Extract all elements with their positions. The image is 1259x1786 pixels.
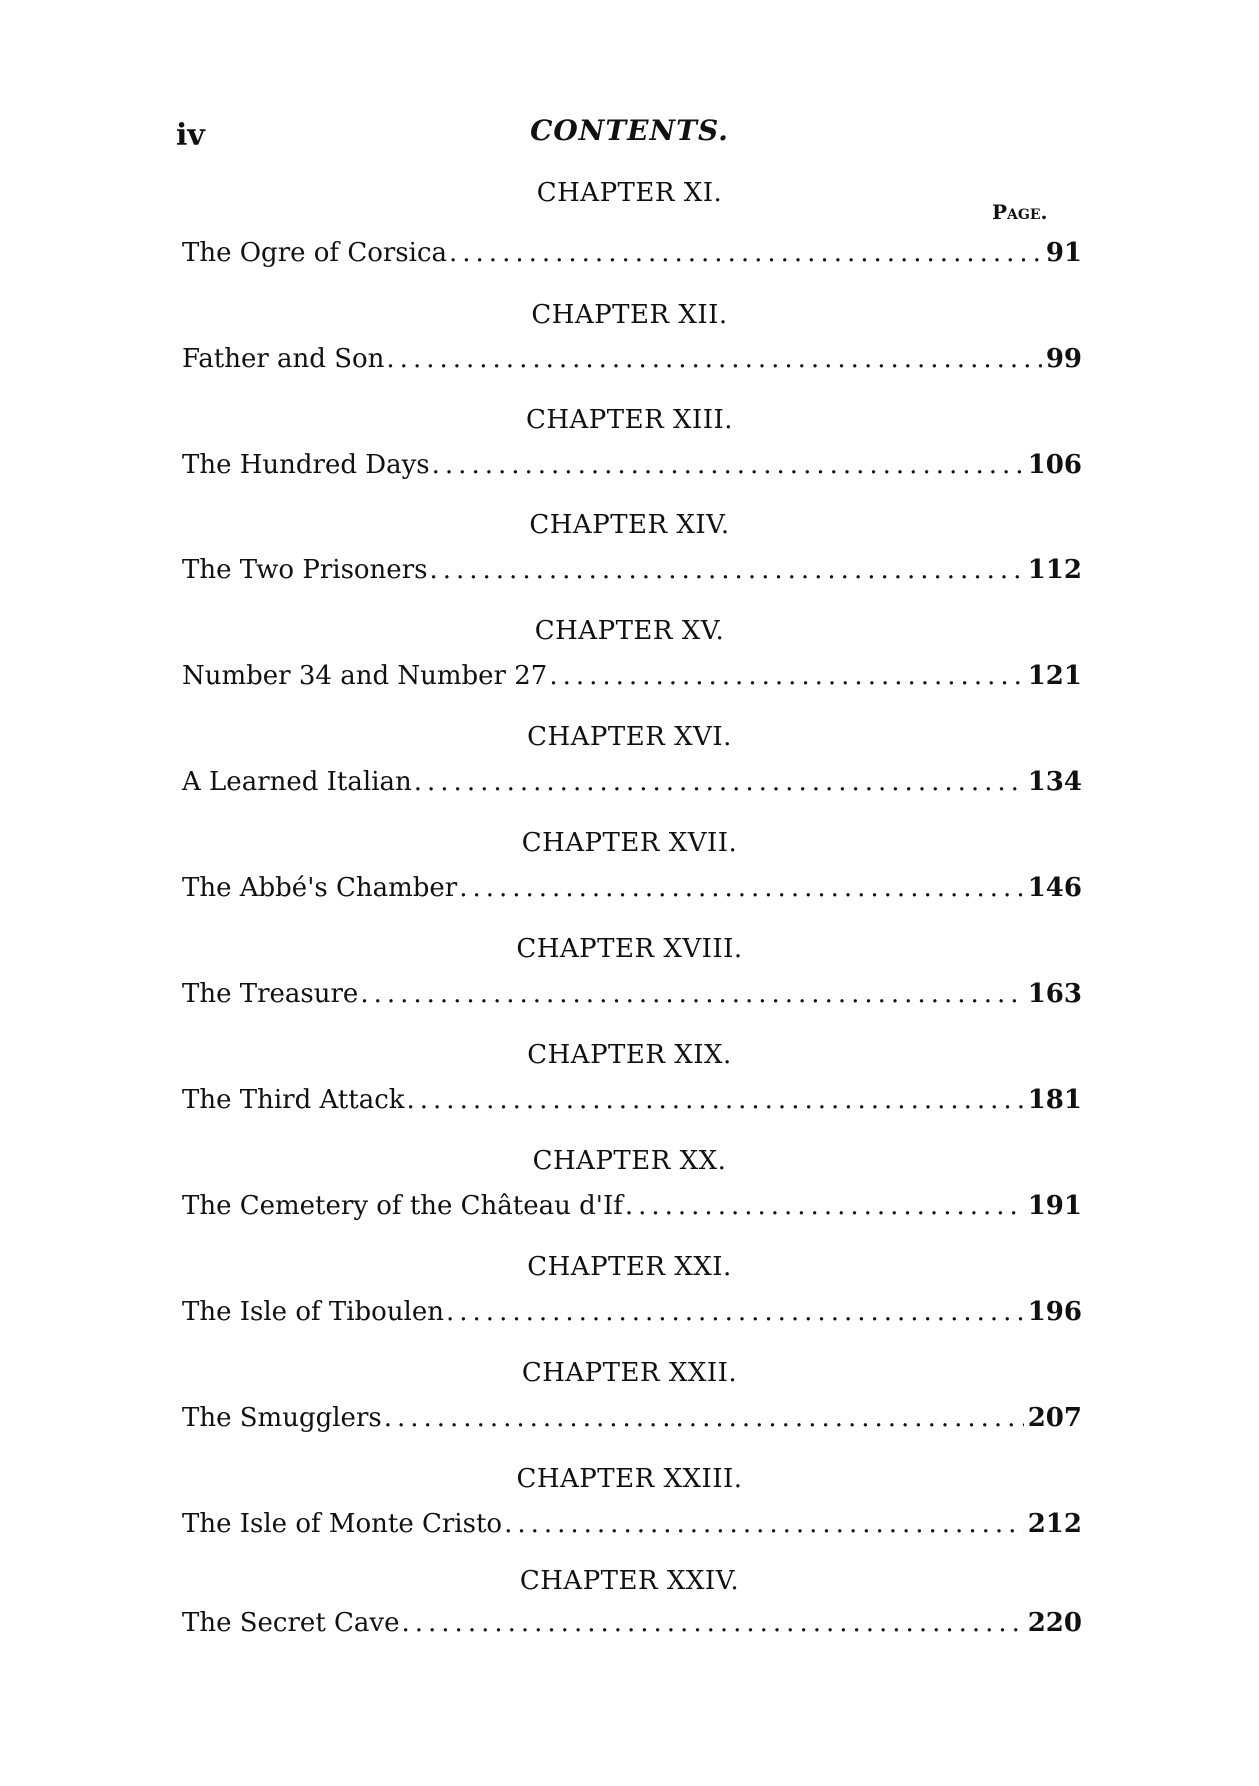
chapter-title: The Treasure xyxy=(182,979,359,1009)
toc-entry[interactable] xyxy=(182,555,1082,585)
chapter-title: The Hundred Days xyxy=(182,450,430,480)
chapter-heading: CHAPTER XVII. xyxy=(521,828,738,858)
chapter-heading: CHAPTER XV. xyxy=(534,616,725,646)
dot-leader xyxy=(360,979,1023,1009)
dot-leader xyxy=(504,1509,1024,1539)
page-number: 220 xyxy=(1027,1608,1082,1638)
page-number: 196 xyxy=(1027,1297,1082,1327)
dot-leader xyxy=(625,1191,1024,1221)
page-number: 163 xyxy=(1027,979,1082,1009)
page-number: 106 xyxy=(1027,450,1082,480)
toc-entry[interactable] xyxy=(182,1297,1082,1327)
running-head: CONTENTS. xyxy=(530,114,729,147)
page-number: 207 xyxy=(1027,1403,1082,1433)
page-column-label: Page. xyxy=(992,200,1048,224)
chapter-heading: CHAPTER XI. xyxy=(536,178,723,208)
dot-leader xyxy=(459,873,1024,903)
chapter-title: The Ogre of Corsica xyxy=(182,238,448,268)
chapter-title: The Isle of Tiboulen xyxy=(182,1297,445,1327)
toc-entry[interactable] xyxy=(182,1403,1082,1433)
chapter-title: Number 34 and Number 27 xyxy=(182,661,548,691)
chapter-heading: CHAPTER XII. xyxy=(531,300,728,330)
page-number: 99 xyxy=(1045,344,1082,374)
dot-leader xyxy=(384,1403,1024,1433)
dot-leader xyxy=(449,238,1042,268)
page-number: 146 xyxy=(1027,873,1082,903)
chapter-heading: CHAPTER XXII. xyxy=(521,1358,738,1388)
chapter-title: The Two Prisoners xyxy=(182,555,428,585)
toc-entry[interactable] xyxy=(182,1085,1082,1115)
chapter-title: The Secret Cave xyxy=(182,1608,400,1638)
dot-leader xyxy=(386,344,1041,374)
toc-entry[interactable] xyxy=(182,979,1082,1009)
chapter-title: The Smugglers xyxy=(182,1403,382,1433)
chapter-heading: CHAPTER XIV. xyxy=(529,510,730,540)
chapter-title: The Cemetery of the Château d'If xyxy=(182,1191,623,1221)
dot-leader xyxy=(549,661,1023,691)
chapter-title: A Learned Italian xyxy=(182,767,412,797)
toc-entry[interactable] xyxy=(182,873,1082,903)
toc-entry[interactable] xyxy=(182,661,1082,691)
chapter-heading: CHAPTER XX. xyxy=(532,1146,727,1176)
chapter-heading: CHAPTER XXIII. xyxy=(516,1464,743,1494)
page-number: 181 xyxy=(1027,1085,1082,1115)
chapter-heading: CHAPTER XIII. xyxy=(525,405,734,435)
toc-entry[interactable] xyxy=(182,1191,1082,1221)
chapter-heading: CHAPTER XXIV. xyxy=(519,1566,740,1596)
chapter-title: Father and Son xyxy=(182,344,385,374)
page-folio: iv xyxy=(176,118,205,153)
toc-entry[interactable] xyxy=(182,344,1082,374)
toc-entry[interactable] xyxy=(182,450,1082,480)
dot-leader xyxy=(414,767,1024,797)
chapter-title: The Abbé's Chamber xyxy=(182,873,458,903)
chapter-heading: CHAPTER XVIII. xyxy=(516,934,743,964)
toc-entry[interactable] xyxy=(182,767,1082,797)
toc-entry[interactable] xyxy=(182,238,1082,268)
page-number: 134 xyxy=(1027,767,1082,797)
page-number: 191 xyxy=(1027,1191,1082,1221)
chapter-title: The Third Attack xyxy=(182,1085,405,1115)
page-number: 112 xyxy=(1027,555,1082,585)
dot-leader xyxy=(446,1297,1024,1327)
page-number: 91 xyxy=(1045,238,1082,268)
toc-entry[interactable] xyxy=(182,1608,1082,1638)
dot-leader xyxy=(402,1608,1024,1638)
chapter-title: The Isle of Monte Cristo xyxy=(182,1509,503,1539)
dot-leader xyxy=(407,1085,1024,1115)
toc-entry[interactable] xyxy=(182,1509,1082,1539)
dot-leader xyxy=(429,555,1023,585)
page-number: 212 xyxy=(1027,1509,1082,1539)
page-number: 121 xyxy=(1027,661,1082,691)
chapter-heading: CHAPTER XXI. xyxy=(527,1252,732,1282)
dot-leader xyxy=(432,450,1024,480)
chapter-heading: CHAPTER XVI. xyxy=(527,722,732,752)
chapter-heading: CHAPTER XIX. xyxy=(527,1040,732,1070)
